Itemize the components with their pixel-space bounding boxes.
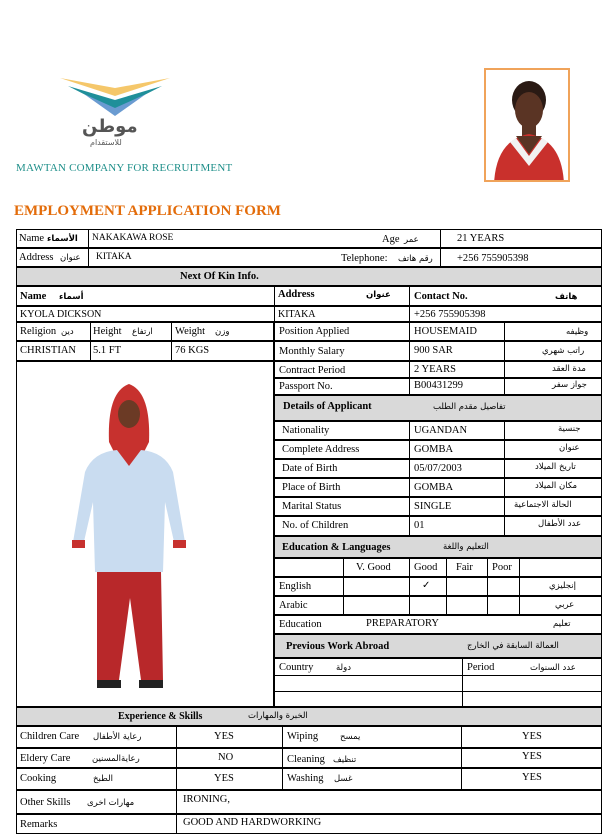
nationality-value: UGANDAN	[414, 425, 468, 436]
name-value: NAKAKAWA ROSE	[92, 233, 174, 243]
education-label-ar: تعليم	[553, 619, 571, 629]
divider	[487, 558, 488, 615]
divider	[409, 558, 410, 615]
skills-title-ar: الخبرة والمهارات	[248, 711, 308, 721]
passport-value: B00431299	[414, 380, 464, 391]
pob-label-ar: مكان الميلاد	[535, 481, 578, 491]
address-label: Address	[19, 252, 54, 263]
salary-value: 900 SAR	[414, 345, 453, 356]
full-body-photo	[16, 361, 274, 707]
complete-address-value: GOMBA	[414, 444, 454, 455]
applicant-details-title: Details of Applicant	[283, 401, 372, 412]
country-label-ar: دولة	[336, 663, 352, 673]
divider	[504, 421, 505, 536]
skills-title: Experience & Skills	[118, 711, 203, 722]
address-label-ar: عنوان	[60, 253, 81, 263]
divider	[461, 726, 462, 790]
washing-value: YES	[522, 772, 542, 783]
logo-gold-chevron	[60, 78, 170, 96]
full-body-image	[17, 362, 274, 707]
address-value: KITAKA	[96, 252, 132, 262]
education-value: PREPARATORY	[366, 618, 439, 629]
divider	[90, 322, 91, 361]
kin-contact-label: Contact No.	[414, 291, 468, 302]
skills-header	[16, 707, 602, 726]
divider	[274, 675, 602, 676]
other-skills-label-ar: مهارات اخرى	[87, 798, 135, 808]
level-good: Good	[414, 562, 438, 573]
weight-label: Weight	[175, 326, 206, 337]
passport-label: Passport No.	[279, 381, 333, 392]
complete-address-label-ar: عنوان	[559, 443, 580, 453]
washing-label-ar: غسل	[334, 774, 353, 784]
passport-photo	[484, 68, 570, 182]
cleaning-label: Cleaning	[287, 754, 325, 765]
eldery-care-label-ar: رعايةالمسنين	[92, 754, 140, 764]
passport-label-ar: جواز سفر	[552, 380, 587, 390]
salary-label-ar: راتب شهري	[542, 346, 585, 356]
kin-contact-value: +256 755905398	[414, 309, 486, 320]
telephone-label: Telephone:	[341, 253, 388, 264]
position-value: HOUSEMAID	[414, 326, 477, 337]
arabic-label: Arabic	[279, 600, 308, 611]
divider	[409, 421, 410, 536]
children-value: 01	[414, 520, 425, 531]
nationality-label: Nationality	[282, 425, 330, 436]
complete-address-label: Complete Address	[282, 444, 360, 455]
weight-label-ar: وزن	[215, 327, 230, 337]
name-label: Name	[19, 233, 45, 244]
cooking-label: Cooking	[20, 773, 57, 784]
religion-label: Religion	[20, 326, 57, 337]
other-skills-value: IRONING,	[183, 794, 230, 805]
divider	[274, 691, 602, 692]
logo-arabic-sub: للاستقدام	[90, 138, 122, 147]
education-title: Education & Languages	[282, 542, 391, 553]
height-value: 5.1 FT	[93, 345, 122, 356]
marital-label-ar: الحالة الاجتماعية	[514, 500, 572, 510]
next-of-kin-header	[16, 267, 602, 286]
religion-label-ar: دين	[61, 327, 74, 337]
divider	[504, 322, 505, 395]
kin-name-label-ar: أسماء	[59, 292, 84, 302]
work-abroad-title: Previous Work Abroad	[286, 641, 390, 652]
divider	[176, 790, 177, 834]
dob-label-ar: تاريخ الميلاد	[535, 462, 576, 472]
eldery-care-value: NO	[218, 752, 234, 763]
level-vgood: V. Good	[356, 562, 391, 573]
contract-value: 2 YEARS	[414, 364, 456, 375]
other-skills-label: Other Skills	[20, 797, 71, 808]
age-value: 21 YEARS	[457, 233, 505, 244]
nationality-label-ar: جنسية	[558, 424, 581, 434]
language-levels-row	[274, 558, 602, 577]
position-label-ar: وظيفه	[566, 327, 589, 337]
english-label: English	[279, 581, 312, 592]
salary-label: Monthly Salary	[279, 346, 345, 357]
dob-value: 05/07/2003	[414, 463, 462, 474]
portrait-image	[486, 70, 570, 182]
period-label-ar: عدد السنوات	[530, 663, 576, 673]
age-label: Age	[382, 234, 400, 245]
divider	[446, 558, 447, 615]
kin-address-label: Address	[278, 289, 315, 300]
kin-name-label: Name	[20, 291, 47, 302]
weight-value: 76 KGS	[175, 345, 210, 356]
cooking-label-ar: الطبخ	[93, 774, 113, 784]
kin-address-label-ar: عنوان	[366, 290, 391, 300]
height-label-ar: ارتفاع	[132, 327, 153, 337]
kin-address-value: KITAKA	[278, 309, 316, 320]
english-label-ar: إنجليزي	[549, 581, 576, 591]
contract-label-ar: مدة العقد	[552, 364, 586, 374]
children-care-label-ar: رعاية الأطفال	[93, 732, 142, 742]
divider	[282, 726, 283, 790]
applicant-details-title-ar: تفاصيل مقدم الطلب	[433, 402, 506, 412]
religion-value: CHRISTIAN	[20, 345, 77, 356]
period-label: Period	[467, 662, 495, 673]
height-label: Height	[93, 326, 122, 337]
dob-label: Date of Birth	[282, 463, 338, 474]
children-label: No. of Children	[282, 520, 349, 531]
position-label: Position Applied	[279, 326, 350, 337]
divider	[171, 322, 172, 361]
cooking-value: YES	[214, 773, 234, 784]
marital-value: SINGLE	[414, 501, 452, 512]
remarks-value: GOOD AND HARDWORKING	[183, 817, 322, 828]
english-good-check: ✓	[422, 580, 431, 591]
divider	[462, 658, 463, 707]
kin-name-value: KYOLA DICKSON	[20, 309, 102, 320]
divider	[176, 726, 177, 790]
eldery-care-label: Eldery Care	[20, 753, 71, 764]
wiping-label-ar: يمسح	[340, 732, 361, 742]
company-logo	[60, 70, 170, 150]
children-care-label: Children Care	[20, 731, 80, 742]
marital-label: Marital Status	[282, 501, 342, 512]
age-label-ar: عمر	[404, 235, 419, 245]
contract-label: Contract Period	[279, 365, 346, 376]
next-of-kin-title: Next Of Kin Info.	[180, 271, 259, 282]
cleaning-label-ar: تنظيف	[333, 755, 357, 765]
name-label-ar: الأسماء	[47, 234, 78, 244]
children-label-ar: عدد الأطفال	[538, 519, 582, 529]
kin-contact-label-ar: هاتف	[555, 292, 578, 302]
country-label: Country	[279, 662, 314, 673]
pob-label: Place of Birth	[282, 482, 341, 493]
washing-label: Washing	[287, 773, 324, 784]
telephone-value: +256 755905398	[457, 253, 529, 264]
pob-value: GOMBA	[414, 482, 454, 493]
form-title: EMPLOYMENT APPLICATION FORM	[14, 203, 281, 219]
divider	[343, 558, 344, 615]
company-name: MAWTAN COMPANY FOR RECRUITMENT	[16, 162, 233, 174]
wiping-value: YES	[522, 731, 542, 742]
wiping-label: Wiping	[287, 731, 319, 742]
level-fair: Fair	[456, 562, 473, 573]
children-care-value: YES	[214, 731, 234, 742]
telephone-label-ar: رقم هاتف	[398, 254, 433, 264]
education-label: Education	[279, 619, 322, 630]
cleaning-value: YES	[522, 751, 542, 762]
logo-arabic-name: موطن	[82, 116, 138, 137]
arabic-label-ar: عربي	[555, 600, 575, 610]
divider	[519, 558, 520, 615]
level-poor: Poor	[492, 562, 512, 573]
arabic-row	[274, 596, 602, 615]
work-abroad-title-ar: العمالة السابقة في الخارج	[467, 641, 559, 651]
education-title-ar: التعليم واللغة	[443, 542, 489, 552]
remarks-label: Remarks	[20, 819, 58, 830]
